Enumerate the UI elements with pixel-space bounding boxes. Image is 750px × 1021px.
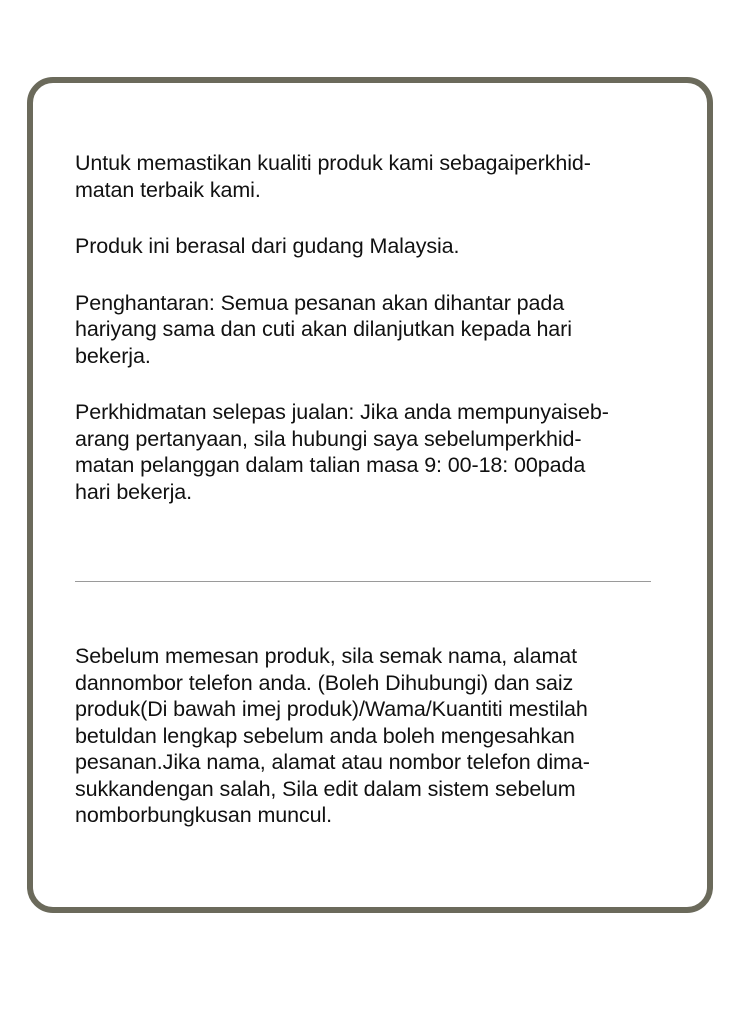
after-sales-paragraph: Perkhidmatan selepas jualan: Jika anda mempunyaiseb- arang pertanyaan, sila hubungi saya sebelumperkhid- matan pelanggan dalam talian masa 9: 00-18: 00pada hari bekerja.: [75, 400, 609, 504]
quality-paragraph: Untuk memastikan kualiti produk kami sebagaiperkhid- matan terbaik kami.: [75, 151, 591, 202]
notice-card: [27, 77, 713, 913]
section-divider: [75, 581, 651, 582]
shipping-paragraph: Penghantaran: Semua pesanan akan dihantar pada hariyang sama dan cuti akan dilanjutkan kepada hari bekerja.: [75, 290, 572, 368]
notice-top-section: [75, 150, 675, 535]
notice-bottom-section: [75, 643, 675, 859]
order-check-paragraph: Sebelum memesan produk, sila semak nama, alamat dannombor telefon anda. (Boleh Dihubungi) dan saiz produk(Di bawah imej produk)/Wama/Kuantiti mestilah betuldan lengkap sebelum anda boleh mengesahkan pesanan.Jika nama, alamat atau nombor telefon dima- sukkandengan salah, Sila edit dalam sistem sebelum nomborbungkusan muncul.: [75, 644, 590, 827]
origin-paragraph: Produk ini berasal dari gudang Malaysia.: [75, 234, 460, 258]
